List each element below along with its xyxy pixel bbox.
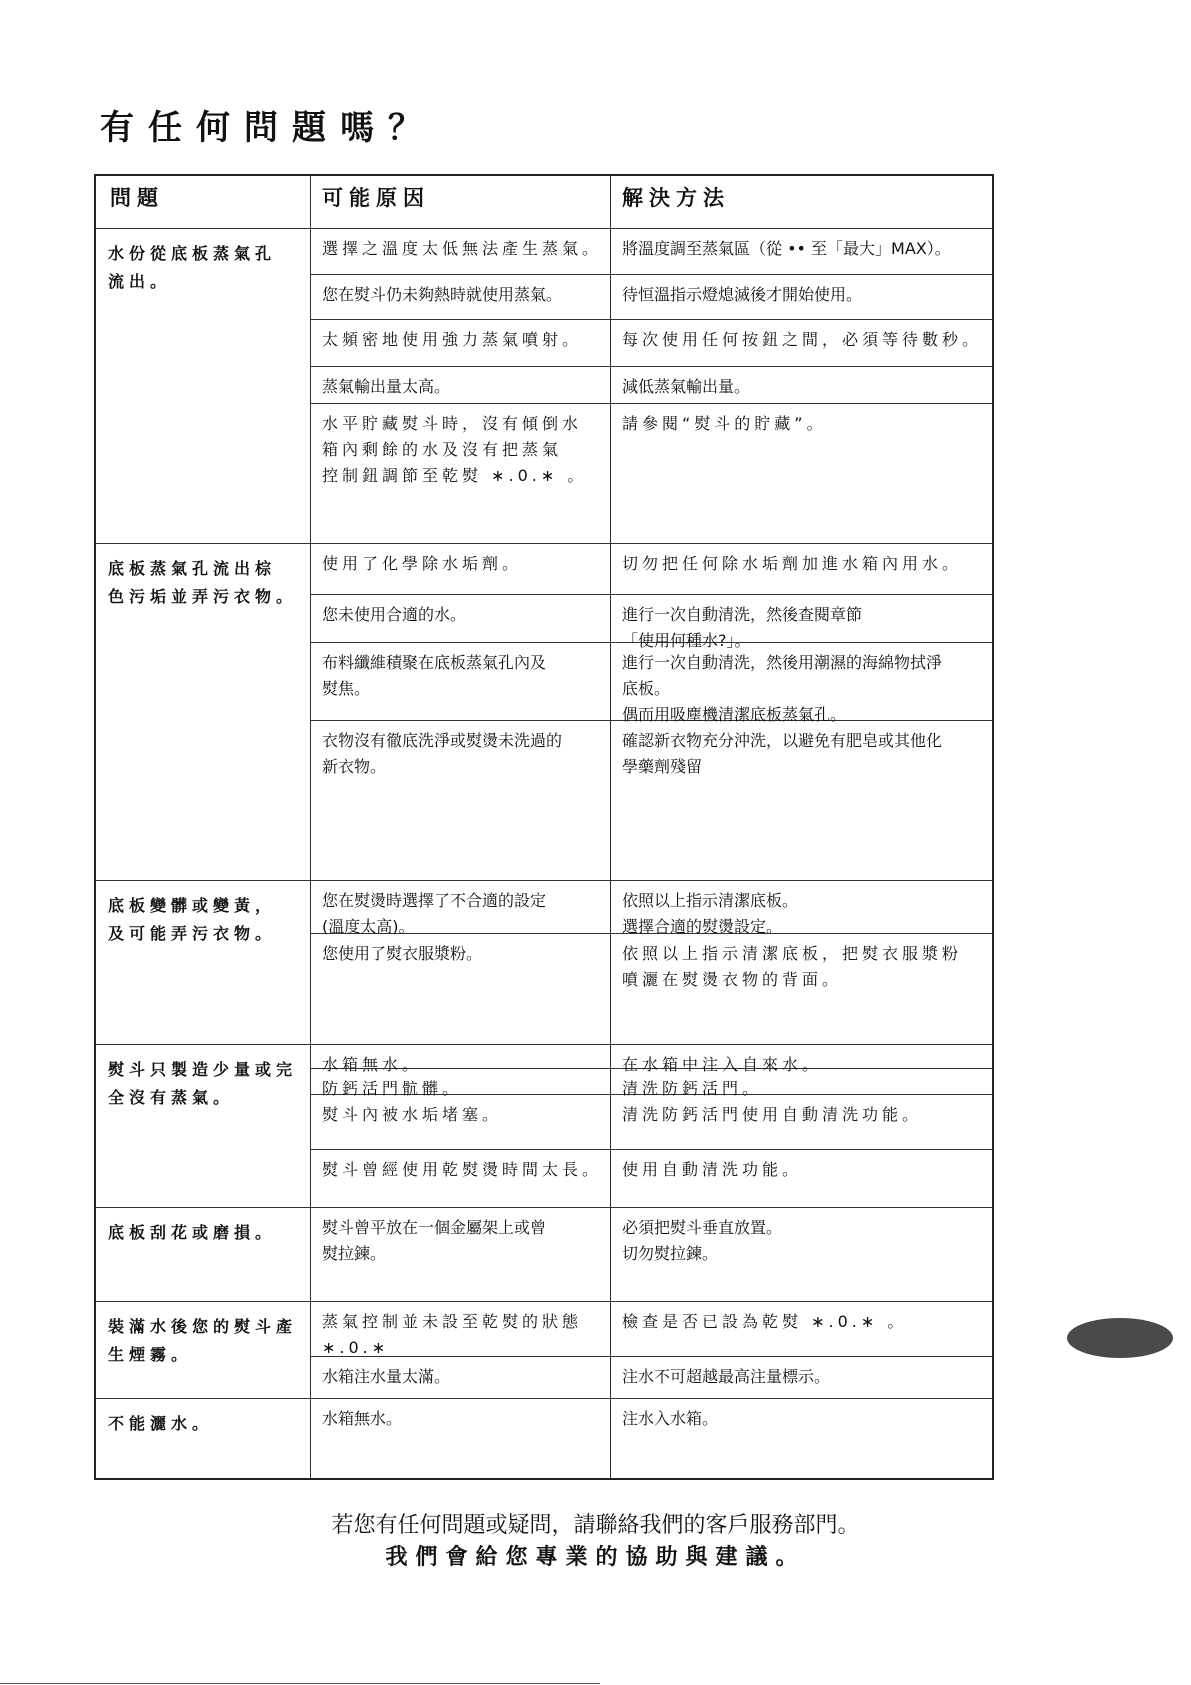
cause-cell-line: 熨斗曾平放在一個金屬架上或曾 xyxy=(322,1218,547,1237)
cause-cell-line: 防鈣活門骯髒。 xyxy=(322,1079,463,1098)
problem-cell xyxy=(108,1219,304,1247)
problem-cell-line: 水份從底板蒸氣孔 xyxy=(108,244,277,263)
solution-cell-line: 「使用何種水?」。 xyxy=(622,631,751,650)
solution-cell-line: 噴灑在熨燙衣物的背面。 xyxy=(622,970,843,989)
solution-cell-line: 必須把熨斗垂直放置。 xyxy=(622,1218,783,1237)
page-tab-marker xyxy=(1067,1318,1173,1358)
header-solution: 解決方法 xyxy=(622,186,730,210)
solution-cell xyxy=(622,327,988,353)
solution-cell-line: 進行一次自動清洗，然後查閱章節 xyxy=(622,605,863,624)
cause-cell xyxy=(322,1364,606,1390)
cause-cell-line: 您在熨斗仍未夠熱時就使用蒸氣。 xyxy=(322,285,563,304)
solution-cell xyxy=(622,1364,988,1390)
footer-contact-text: 若您有任何問題或疑問，請聯絡我們的客戶服務部門。 xyxy=(331,1513,860,1538)
solution-cell xyxy=(622,411,988,437)
cause-cell xyxy=(322,888,606,940)
row-divider xyxy=(310,319,992,320)
cause-cell-line: 箱內剩餘的水及沒有把蒸氣 xyxy=(322,440,563,459)
solution-cell xyxy=(622,1052,988,1078)
cause-cell-line: 新衣物。 xyxy=(322,757,387,776)
group-divider xyxy=(96,1044,992,1045)
cause-cell-line: 水箱無水。 xyxy=(322,1409,403,1428)
cause-cell xyxy=(322,551,606,577)
problem-cell xyxy=(108,240,304,296)
problem-cell-line: 不能灑水。 xyxy=(108,1414,214,1433)
problem-cell-line: 底板變髒或變黃， xyxy=(108,896,277,915)
cause-cell xyxy=(322,602,606,628)
solution-cell-line: 學藥劑殘留 xyxy=(622,757,703,776)
cause-cell-line: 熨拉鍊。 xyxy=(322,1244,387,1263)
problem-cell-line: 裝滿水後您的熨斗產 xyxy=(108,1317,298,1336)
problem-cell-line: 底板刮花或磨損。 xyxy=(108,1223,277,1242)
solution-cell xyxy=(622,236,988,262)
solution-cell-line: 減低蒸氣輸出量。 xyxy=(622,377,751,396)
solution-cell xyxy=(622,650,988,728)
cause-cell xyxy=(322,282,606,308)
column-divider xyxy=(610,176,611,1478)
solution-cell-line: 待恒溫指示燈熄滅後才開始使用。 xyxy=(622,285,863,304)
solution-cell-line: 使用自動清洗功能。 xyxy=(622,1160,803,1179)
cause-cell-line: 衣物沒有徹底洗淨或熨燙未洗過的 xyxy=(322,731,563,750)
solution-cell-line: 切勿熨拉鍊。 xyxy=(622,1244,719,1263)
cause-cell-line: 布料纖維積聚在底板蒸氣孔內及 xyxy=(322,653,547,672)
cause-cell xyxy=(322,941,606,967)
cause-cell-line: 您在熨燙時選擇了不合適的設定 xyxy=(322,891,547,910)
solution-cell-line: 每次使用任何按鈕之間，必須等待數秒。 xyxy=(622,330,983,349)
cause-cell xyxy=(322,374,606,400)
cause-cell-line: 熨焦。 xyxy=(322,679,371,698)
problem-cell-line: 熨斗只製造少量或完 xyxy=(108,1060,298,1079)
bottom-rule xyxy=(0,1683,600,1684)
cause-cell xyxy=(322,728,606,780)
group-divider xyxy=(96,543,992,544)
solution-cell-line: 偶而用吸塵機清潔底板蒸氣孔。 xyxy=(622,705,847,724)
solution-cell-line: 檢查是否已設為乾熨 ∗.0.∗ 。 xyxy=(622,1312,908,1331)
row-divider xyxy=(310,403,992,404)
cause-cell xyxy=(322,1406,606,1432)
solution-cell xyxy=(622,1309,988,1335)
problem-cell-line: 生煙霧。 xyxy=(108,1345,193,1364)
solution-cell-line: 進行一次自動清洗，然後用潮濕的海綿物拭淨 xyxy=(622,653,943,672)
troubleshooting-table xyxy=(94,174,994,1480)
solution-cell-line: 底板。 xyxy=(622,679,671,698)
problem-cell xyxy=(108,1056,304,1112)
solution-cell xyxy=(622,551,988,577)
cause-cell-line: 水箱注水量太滿。 xyxy=(322,1367,451,1386)
problem-cell-line: 全沒有蒸氣。 xyxy=(108,1088,235,1107)
cause-cell-line: 蒸氣控制並未設至乾熨的狀態 xyxy=(322,1312,583,1331)
footer-assistance-text: 我們會給您專業的協助與建議。 xyxy=(385,1545,806,1570)
solution-cell xyxy=(622,1406,988,1432)
row-divider xyxy=(310,1149,992,1150)
header-problem: 問題 xyxy=(110,186,164,210)
cause-cell-line: (溫度太高)。 xyxy=(322,917,415,936)
row-divider xyxy=(310,594,992,595)
solution-cell-line: 注水入水箱。 xyxy=(622,1409,719,1428)
solution-cell xyxy=(622,282,988,308)
cause-cell xyxy=(322,650,606,702)
problem-cell-line: 及可能弄污衣物。 xyxy=(108,924,277,943)
solution-cell-line: 依照以上指示清潔底板。 xyxy=(622,891,799,910)
group-divider xyxy=(96,880,992,881)
solution-cell xyxy=(622,1157,988,1183)
cause-cell-line: 水平貯藏熨斗時，沒有傾倒水 xyxy=(322,414,583,433)
solution-cell-line: 注水不可超越最高注量標示。 xyxy=(622,1367,831,1386)
solution-cell xyxy=(622,1102,988,1128)
solution-cell-line: 依照以上指示清潔底板，把熨衣服漿粉 xyxy=(622,944,963,963)
row-divider xyxy=(310,274,992,275)
header-cause: 可能原因 xyxy=(322,186,430,210)
group-divider xyxy=(96,1398,992,1399)
cause-cell xyxy=(322,1102,606,1128)
solution-cell-line: 切勿把任何除水垢劑加進水箱內用水。 xyxy=(622,554,963,573)
page-title: 有任何問題嗎？ xyxy=(100,108,436,148)
cause-cell-line: 蒸氣輸出量太高。 xyxy=(322,377,451,396)
problem-cell xyxy=(108,555,304,611)
cause-cell-line: 您使用了熨衣服漿粉。 xyxy=(322,944,483,963)
cause-cell xyxy=(322,327,606,353)
solution-cell xyxy=(622,1215,988,1267)
cause-cell xyxy=(322,1215,606,1267)
cause-cell-line: 水箱無水。 xyxy=(322,1055,423,1074)
cause-cell xyxy=(322,1052,606,1078)
cause-cell-line: 熨斗曾經使用乾熨燙時間太長。 xyxy=(322,1160,603,1179)
solution-cell-line: 確認新衣物充分沖洗，以避免有肥皂或其他化 xyxy=(622,731,943,750)
problem-cell-line: 底板蒸氣孔流出棕 xyxy=(108,559,277,578)
problem-cell xyxy=(108,1313,304,1369)
cause-cell-line: 控制鈕調節至乾熨 ∗.0.∗ 。 xyxy=(322,466,588,485)
problem-cell xyxy=(108,1410,304,1438)
row-divider xyxy=(310,366,992,367)
cause-cell xyxy=(322,236,606,262)
cause-cell xyxy=(322,411,606,489)
solution-cell xyxy=(622,728,988,780)
cause-cell xyxy=(322,1309,606,1361)
column-divider xyxy=(310,176,311,1478)
solution-cell xyxy=(622,888,988,940)
problem-cell xyxy=(108,892,304,948)
cause-cell xyxy=(322,1157,606,1183)
cause-cell xyxy=(322,1076,606,1102)
solution-cell xyxy=(622,374,988,400)
cause-cell-line: 熨斗內被水垢堵塞。 xyxy=(322,1105,503,1124)
solution-cell xyxy=(622,602,988,654)
group-divider xyxy=(96,1207,992,1208)
solution-cell xyxy=(622,1076,988,1102)
group-divider xyxy=(96,1301,992,1302)
cause-cell-line: 您未使用合適的水。 xyxy=(322,605,467,624)
solution-cell-line: 請參閱“熨斗的貯藏”。 xyxy=(622,414,827,433)
problem-cell-line: 色污垢並弄污衣物。 xyxy=(108,587,298,606)
solution-cell-line: 將溫度調至蒸氣區（從 •• 至「最大」MAX）。 xyxy=(622,239,951,258)
header-divider xyxy=(96,228,992,229)
solution-cell-line: 選擇合適的熨燙設定。 xyxy=(622,917,783,936)
cause-cell-line: ∗.0.∗ xyxy=(322,1338,390,1357)
solution-cell-line: 在水箱中注入自來水。 xyxy=(622,1055,823,1074)
solution-cell-line: 清洗防鈣活門。 xyxy=(622,1079,763,1098)
solution-cell xyxy=(622,941,988,993)
cause-cell-line: 使用了化學除水垢劑。 xyxy=(322,554,523,573)
cause-cell-line: 選擇之溫度太低無法產生蒸氣。 xyxy=(322,239,603,258)
cause-cell-line: 太頻密地使用強力蒸氣噴射。 xyxy=(322,330,583,349)
solution-cell-line: 清洗防鈣活門使用自動清洗功能。 xyxy=(622,1105,923,1124)
problem-cell-line: 流出。 xyxy=(108,272,172,291)
